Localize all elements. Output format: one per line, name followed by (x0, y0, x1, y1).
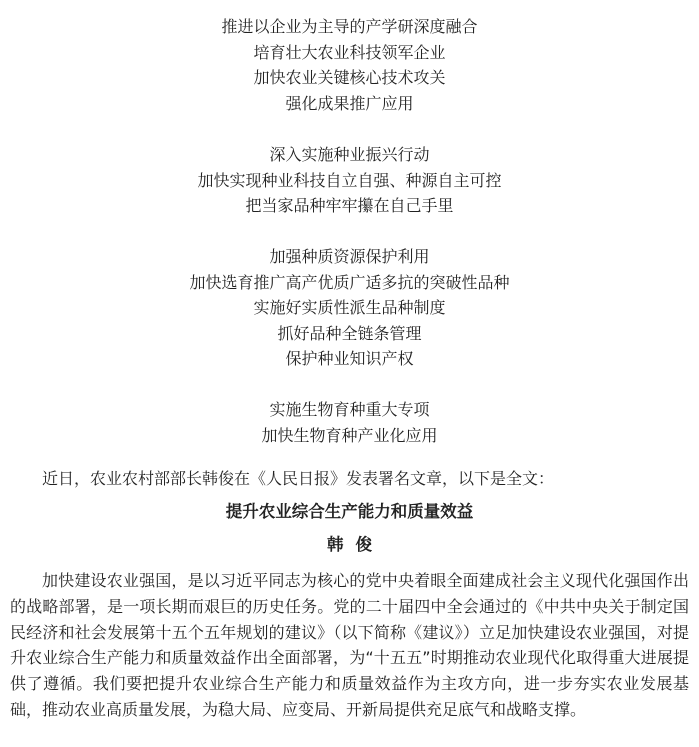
summary-group-1 (0, 14, 699, 116)
summary-line: 把当家品种牢牢攥在自己手里 (245, 196, 454, 216)
summary-line: 加强种质资源保护利用 (269, 247, 430, 266)
summary-line: 推进以企业为主导的产学研深度融合 (221, 17, 478, 36)
summary-line: 强化成果推广应用 (285, 93, 414, 113)
author-name: 韩俊 (327, 535, 384, 554)
article-paragraph: 加快建设农业强国，是以习近平同志为核心的党中央着眼全面建成社会主义现代化强国作出的战略部署，是一项长期而艰巨的历史任务。党的二十届四中全会通过的《中共中央关于制定国民经济和社会发展第十五个五年规划的建议》（以下简称《建议》）立足加快建设农业强国，对提升农业综合生产能力和质量效益作出全面部署，为“十五五”时期推动农业现代化取得重大进展提供了遵循。我们要把提升农业综合生产能力和质量效益作为主攻方向，进一步夯实农业发展基础，推动农业高质量发展，为稳大局、应变局、开新局提供充足底气和战略支撑。 (10, 571, 689, 719)
summary-line: 实施好实质性派生品种制度 (253, 298, 446, 318)
summary-line: 加快实现种业科技自立自强、种源自主可控 (197, 170, 502, 190)
summary-line: 保护种业知识产权 (285, 349, 414, 369)
summary-line: 培育壮大农业科技领军企业 (253, 42, 446, 62)
summary-group-3 (0, 244, 699, 372)
summary-line: 抓好品种全链条管理 (277, 323, 422, 343)
summary-line: 深入实施种业振兴行动 (269, 145, 430, 164)
summary-line: 加快生物育种产业化应用 (261, 425, 438, 445)
summary-line: 加快选育推广高产优质广适多抗的突破性品种 (189, 272, 510, 292)
summary-line: 加快农业关键核心技术攻关 (253, 68, 446, 88)
summary-group-4 (0, 397, 699, 448)
article-title: 提升农业综合生产能力和质量效益 (225, 502, 474, 521)
summary-group-2 (0, 142, 699, 219)
summary-line: 实施生物育种重大专项 (269, 400, 430, 419)
intro-text: 近日，农业农村部部长韩俊在《人民日报》发表署名文章，以下是全文： (42, 469, 555, 488)
